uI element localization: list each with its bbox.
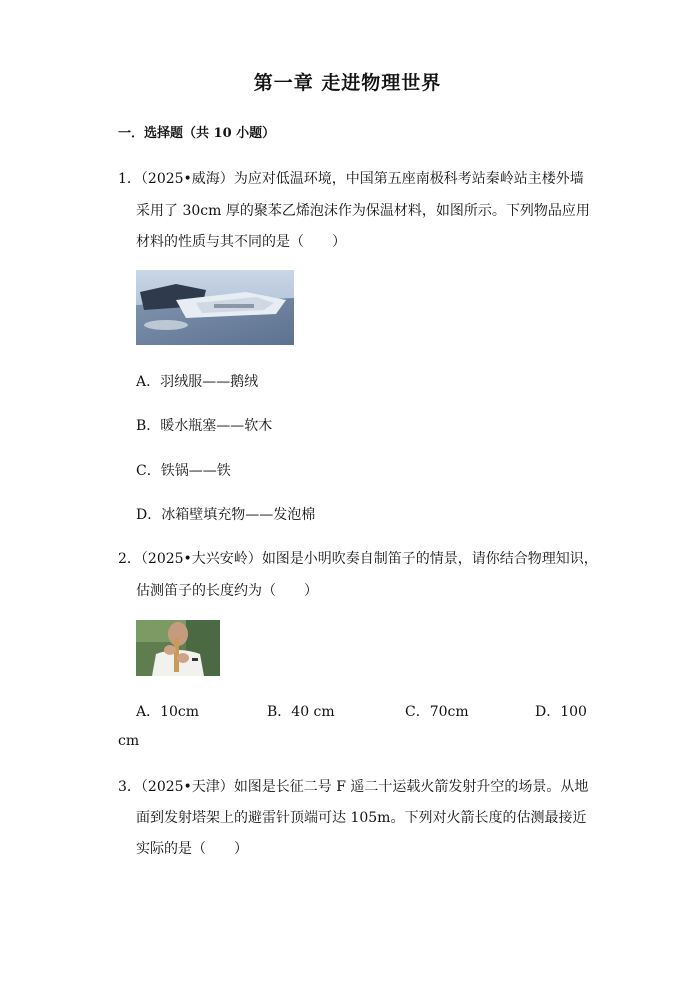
question-1-option-b: B．暖水瓶塞——软木 <box>136 418 273 434</box>
question-2-option-a: A．10cm <box>136 704 200 720</box>
question-1-option-a: A．羽绒服——鹅绒 <box>136 374 259 390</box>
antarctic-station-image <box>136 270 294 345</box>
question-3-line-2: 面到发射塔架上的避雷针顶端可达 105m。下列对火箭长度的估测最接近 <box>136 810 587 826</box>
question-number: 3． <box>118 779 141 795</box>
question-2-option-b: B．40 cm <box>267 704 335 720</box>
question-2-option-d: D．100 <box>535 704 587 720</box>
question-source: （2025•天津） <box>140 779 234 795</box>
question-2-line-2: 估测笛子的长度约为（ ） <box>136 583 318 599</box>
question-2-line-1 <box>118 548 598 568</box>
question-2-option-d-wrap: cm <box>118 733 140 749</box>
question-1-option-d: D．冰箱壁填充物——发泡棉 <box>136 507 316 523</box>
question-3-line-1 <box>118 776 588 796</box>
question-number: 1． <box>118 171 141 187</box>
question-number: 2． <box>118 551 141 567</box>
question-source: （2025•大兴安岭） <box>140 551 262 567</box>
question-3-line-3: 实际的是（ ） <box>136 841 248 857</box>
question-text: 如图是长征二号 F 遥二十运载火箭发射升空的场景。从地 <box>233 779 589 795</box>
question-1-line-1 <box>118 168 584 188</box>
section-heading: 一．选择题（共 10 小题） <box>118 126 276 141</box>
question-1-line-3: 材料的性质与其不同的是（ ） <box>136 234 346 250</box>
question-text: 如图是小明吹奏自制笛子的情景，请你结合物理知识， <box>261 551 598 567</box>
question-1-option-c: C．铁锅——铁 <box>136 463 231 479</box>
question-2-option-c: C．70cm <box>405 704 469 720</box>
page-title: 第一章 走进物理世界 <box>253 72 442 94</box>
flute-player-image <box>136 620 220 676</box>
question-source: （2025•威海） <box>140 171 234 187</box>
question-text: 为应对低温环境，中国第五座南极科考站秦岭站主楼外墙 <box>233 171 584 187</box>
question-1-line-2: 采用了 30cm 厚的聚苯乙烯泡沫作为保温材料，如图所示。下列物品应用 <box>136 203 590 219</box>
